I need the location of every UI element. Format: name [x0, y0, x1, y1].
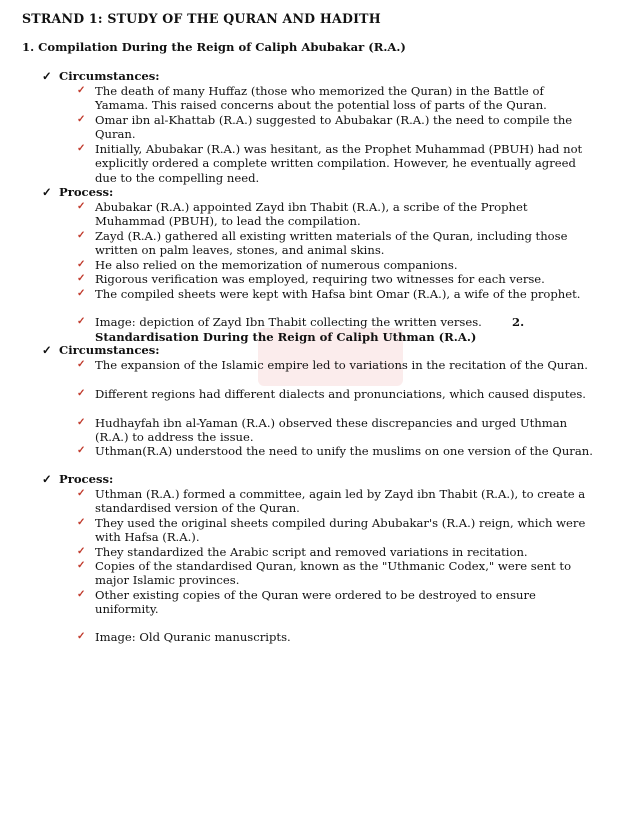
list-item: ✓ Zayd (R.A.) gathered all existing written materials of the Quran, including those written on palm leaves, stones, and animal skins. [77, 229, 568, 258]
section1-heading: 1. Compilation During the Reign of Caliph Abubakar (R.A.) [22, 40, 406, 54]
list-item: ✓ They standardized the Arabic script and removed variations in recitation. [77, 545, 528, 559]
checkmark-icon: ✓ [77, 114, 86, 125]
checkmark-icon: ✓ [77, 445, 86, 456]
list-item: ✓ Different regions had different dialects and pronunciations, which caused disputes. [77, 387, 586, 401]
image-note: ✓ Image: depiction of Zayd Ibn Thabit collecting the written verses. [77, 315, 482, 329]
list-item: ✓ Rigorous verification was employed, requiring two witnesses for each verse. [77, 272, 545, 286]
list-item: ✓ The compiled sheets were kept with Hafsa bint Omar (R.A.), a wife of the prophet. [77, 287, 581, 301]
checkmark-icon: ✓ [77, 85, 86, 96]
checkmark-icon: ✓ [77, 359, 86, 370]
checkmark-icon: ✓ [77, 316, 86, 327]
checkmark-icon: ✓ [77, 201, 86, 212]
checkmark-icon: ✓ [77, 259, 86, 270]
checkmark-icon: ✓ [77, 589, 86, 600]
list-item: ✓ The expansion of the Islamic empire led to variations in the recitation of the Quran. [77, 358, 588, 372]
section1-circumstances-label: ✓ Circumstances: [42, 69, 160, 83]
checkmark-icon: ✓ [77, 273, 86, 284]
checkmark-icon: ✓ [77, 517, 86, 528]
checkmark-icon: ✓ [42, 472, 52, 486]
section1-process-label: ✓ Process: [42, 185, 114, 199]
list-item: ✓ They used the original sheets compiled during Abubakar's (R.A.) reign, which were with Hafsa (R.A.). [77, 516, 586, 545]
checkmark-icon: ✓ [77, 230, 86, 241]
section2-heading: Standardisation During the Reign of Caliph Uthman (R.A.) [95, 330, 477, 344]
list-item: ✓ Omar ibn al-Khattab (R.A.) suggested to Abubakar (R.A.) the need to compile the Quran. [77, 113, 573, 142]
checkmark-icon: ✓ [77, 631, 86, 642]
checkmark-icon: ✓ [42, 343, 52, 357]
checkmark-icon: ✓ [42, 185, 52, 199]
list-item: ✓ Other existing copies of the Quran were ordered to be destroyed to ensure uniformity. [77, 588, 536, 617]
checkmark-icon: ✓ [77, 388, 86, 399]
section2-circumstances-label: ✓ Circumstances: [42, 343, 160, 357]
checkmark-icon: ✓ [42, 69, 52, 83]
checkmark-icon: ✓ [77, 143, 86, 154]
list-item: ✓ Uthman (R.A.) formed a committee, again led by Zayd ibn Thabit (R.A.), to create a standardised version of the Quran. [77, 487, 586, 516]
list-item: ✓ Uthman(R.A) understood the need to unify the muslims on one version of the Quran. [77, 444, 593, 458]
image-note: ✓ Image: Old Quranic manuscripts. [77, 630, 291, 644]
section2-number: 2. [512, 315, 525, 329]
checkmark-icon: ✓ [77, 417, 86, 428]
checkmark-icon: ✓ [77, 560, 86, 571]
section2-process-label: ✓ Process: [42, 472, 114, 486]
list-item: ✓ Initially, Abubakar (R.A.) was hesitant, as the Prophet Muhammad (PBUH) had not explicitly ordered a complete written compilation. However, he eventually agreed due to the compelling need. [77, 142, 583, 185]
list-item: ✓ Abubakar (R.A.) appointed Zayd ibn Thabit (R.A.), a scribe of the Prophet Muhammad (PBUH), to lead the compilation. [77, 200, 528, 229]
list-item: ✓ Hudhayfah ibn al-Yaman (R.A.) observed these discrepancies and urged Uthman (R.A.) to address the issue. [77, 416, 568, 445]
page-title: STRAND 1: STUDY OF THE QURAN AND HADITH [22, 11, 381, 26]
list-item: ✓ He also relied on the memorization of numerous companions. [77, 258, 458, 272]
checkmark-icon: ✓ [77, 546, 86, 557]
checkmark-icon: ✓ [77, 488, 86, 499]
list-item: ✓ Copies of the standardised Quran, known as the "Uthmanic Codex," were sent to major Islamic provinces. [77, 559, 572, 588]
checkmark-icon: ✓ [77, 288, 86, 299]
list-item: ✓ The death of many Huffaz (those who memorized the Quran) in the Battle of Yamama. This raised concerns about the potential loss of parts of the Quran. [77, 84, 547, 113]
